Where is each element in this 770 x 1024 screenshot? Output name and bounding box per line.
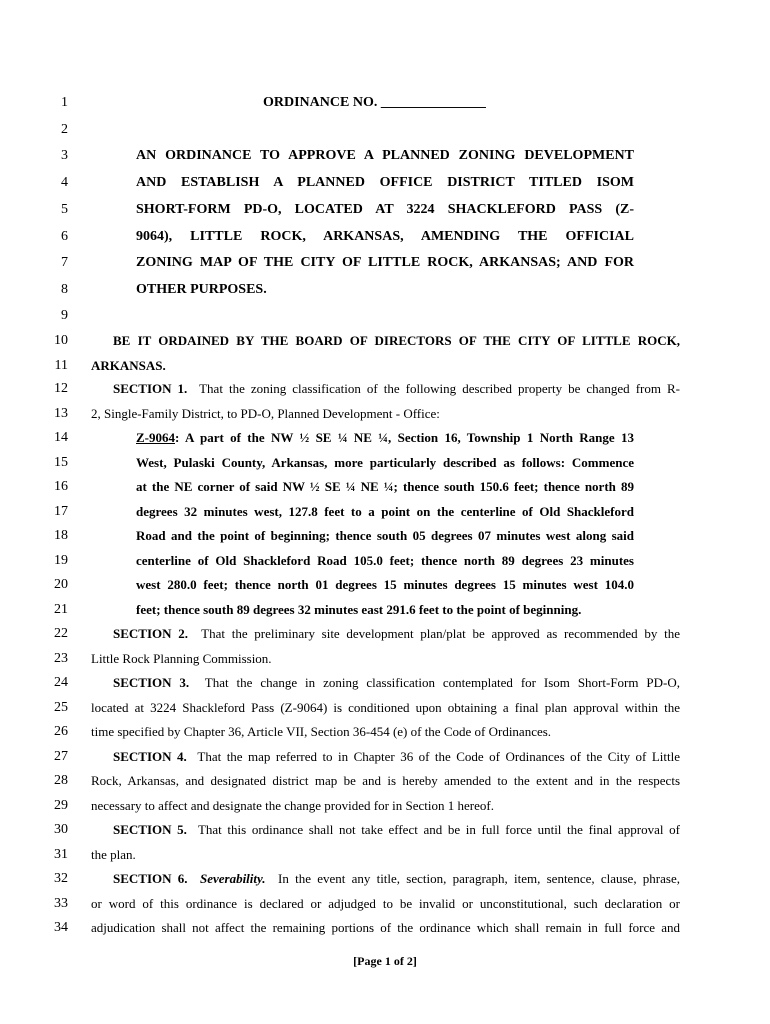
section-4-line: necessary to affect and designate the change provided for in Section 1 hereof. <box>91 798 494 813</box>
line-number: 33 <box>54 896 68 911</box>
line-number: 31 <box>54 847 68 862</box>
page-footer: [Page 1 of 2] <box>353 954 417 968</box>
line-number: 14 <box>54 430 68 445</box>
line-number: 18 <box>54 528 68 543</box>
section-5-heading: SECTION 5. <box>113 822 187 837</box>
line-number: 11 <box>54 358 68 373</box>
section-4-line: Rock, Arkansas, and designated district map be and is hereby amended to the extent and in the respects <box>91 773 680 788</box>
section-3-line <box>113 671 680 695</box>
line-number: 27 <box>54 749 68 764</box>
line-number: 1 <box>61 95 68 110</box>
line-number: 16 <box>54 479 68 494</box>
section-1-heading: SECTION 1. <box>113 381 188 396</box>
line-number: 21 <box>54 602 68 617</box>
line-number: 17 <box>54 504 68 519</box>
caption-line: AN ORDINANCE TO APPROVE A PLANNED ZONING DEVELOPMENT <box>136 148 634 163</box>
section-3-line: located at 3224 Shackleford Pass (Z-9064) is conditioned upon obtaining a final plan approval within the <box>91 700 680 715</box>
section-3-text: That the change in zoning classification contemplated for Isom Short-Form PD-O, <box>204 675 680 690</box>
caption-line: 9064), LITTLE ROCK, ARKANSAS, AMENDING THE OFFICIAL <box>136 229 634 244</box>
line-number: 5 <box>61 202 68 217</box>
enacting-clause: BE IT ORDAINED BY THE BOARD OF DIRECTORS OF THE CITY OF LITTLE ROCK, <box>113 333 680 348</box>
section-6-heading: SECTION 6. <box>113 871 188 886</box>
legal-description-line: West, Pulaski County, Arkansas, more particularly described as follows: Commence <box>136 455 634 470</box>
section-4-line <box>113 745 680 769</box>
line-number: 20 <box>54 577 68 592</box>
line-number: 3 <box>61 148 68 163</box>
line-number: 23 <box>54 651 68 666</box>
legal-description-line: degrees 32 minutes west, 127.8 feet to a point on the centerline of Old Shackleford <box>136 504 634 519</box>
line-number: 34 <box>54 920 68 935</box>
line-number: 6 <box>61 229 68 244</box>
line-number: 15 <box>54 455 68 470</box>
line-number: 8 <box>61 282 68 297</box>
ordinance-title: ORDINANCE NO. _______________ <box>263 95 486 110</box>
caption-line: OTHER PURPOSES. <box>136 282 267 297</box>
legal-description-line <box>136 426 634 450</box>
section-5-line <box>113 818 680 842</box>
line-number: 22 <box>54 626 68 641</box>
section-2-text: That the preliminary site development plan/plat be approved as recommended by the <box>201 626 680 641</box>
enacting-clause-end: ARKANSAS. <box>91 358 166 373</box>
section-1-line: 2, Single-Family District, to PD-O, Planned Development - Office: <box>91 406 440 421</box>
section-6-line: or word of this ordinance is declared or adjudged to be invalid or unconstitutional, such declaration or <box>91 896 680 911</box>
section-1-text: That the zoning classification of the following described property be changed from R- <box>199 381 680 396</box>
legal-description-line: west 280.0 feet; thence north 01 degrees 15 minutes degrees 15 minutes west 104.0 <box>136 577 634 592</box>
section-5-text: That this ordinance shall not take effect and be in full force until the final approval of <box>197 822 680 837</box>
caption-line: SHORT-FORM PD-O, LOCATED AT 3224 SHACKLEFORD PASS (Z- <box>136 202 634 217</box>
section-4-heading: SECTION 4. <box>113 749 187 764</box>
legal-description-line: centerline of Old Shackleford Road 105.0 feet; thence north 89 degrees 23 minutes <box>136 553 634 568</box>
legal-description-line: at the NE corner of said NW ½ SE ¼ NE ¼; thence south 150.6 feet; thence north 89 <box>136 479 634 494</box>
caption-line: AND ESTABLISH A PLANNED OFFICE DISTRICT TITLED ISOM <box>136 175 634 190</box>
section-6-text: In the event any title, section, paragraph, item, sentence, clause, phrase, <box>278 871 680 886</box>
line-number: 24 <box>54 675 68 690</box>
legal-description-text: : A part of the NW ½ SE ¼ NE ¼, Section 16, Township 1 North Range 13 <box>175 430 634 445</box>
line-number: 25 <box>54 700 68 715</box>
line-number: 13 <box>54 406 68 421</box>
line-number: 29 <box>54 798 68 813</box>
severability-heading: Severability. <box>199 871 266 886</box>
line-number: 2 <box>61 122 68 137</box>
line-number: 12 <box>54 381 68 396</box>
section-5-line: the plan. <box>91 847 136 862</box>
line-number: 26 <box>54 724 68 739</box>
line-number: 28 <box>54 773 68 788</box>
section-2-heading: SECTION 2. <box>113 626 188 641</box>
section-6-line <box>113 867 680 891</box>
line-number: 7 <box>61 255 68 270</box>
case-number-label: Z-9064 <box>136 430 175 445</box>
legal-description-line: feet; thence south 89 degrees 32 minutes east 291.6 feet to the point of beginning. <box>136 602 582 617</box>
line-number: 9 <box>61 308 68 323</box>
legal-description-line: Road and the point of beginning; thence south 05 degrees 07 minutes west along said <box>136 528 634 543</box>
line-number: 19 <box>54 553 68 568</box>
section-3-heading: SECTION 3. <box>113 675 190 690</box>
section-6-line: adjudication shall not affect the remaining portions of the ordinance which shall remain in full force and <box>91 920 680 935</box>
section-1-line <box>113 377 680 401</box>
section-4-text: That the map referred to in Chapter 36 of the Code of Ordinances of the City of Little <box>197 749 680 764</box>
caption-line: ZONING MAP OF THE CITY OF LITTLE ROCK, ARKANSAS; AND FOR <box>136 255 634 270</box>
line-number: 4 <box>61 175 68 190</box>
line-number: 32 <box>54 871 68 886</box>
line-number: 30 <box>54 822 68 837</box>
line-number: 10 <box>54 333 68 348</box>
section-2-line: Little Rock Planning Commission. <box>91 651 272 666</box>
section-3-line: time specified by Chapter 36, Article VII, Section 36-454 (e) of the Code of Ordinances. <box>91 724 552 739</box>
section-2-line <box>113 622 680 646</box>
